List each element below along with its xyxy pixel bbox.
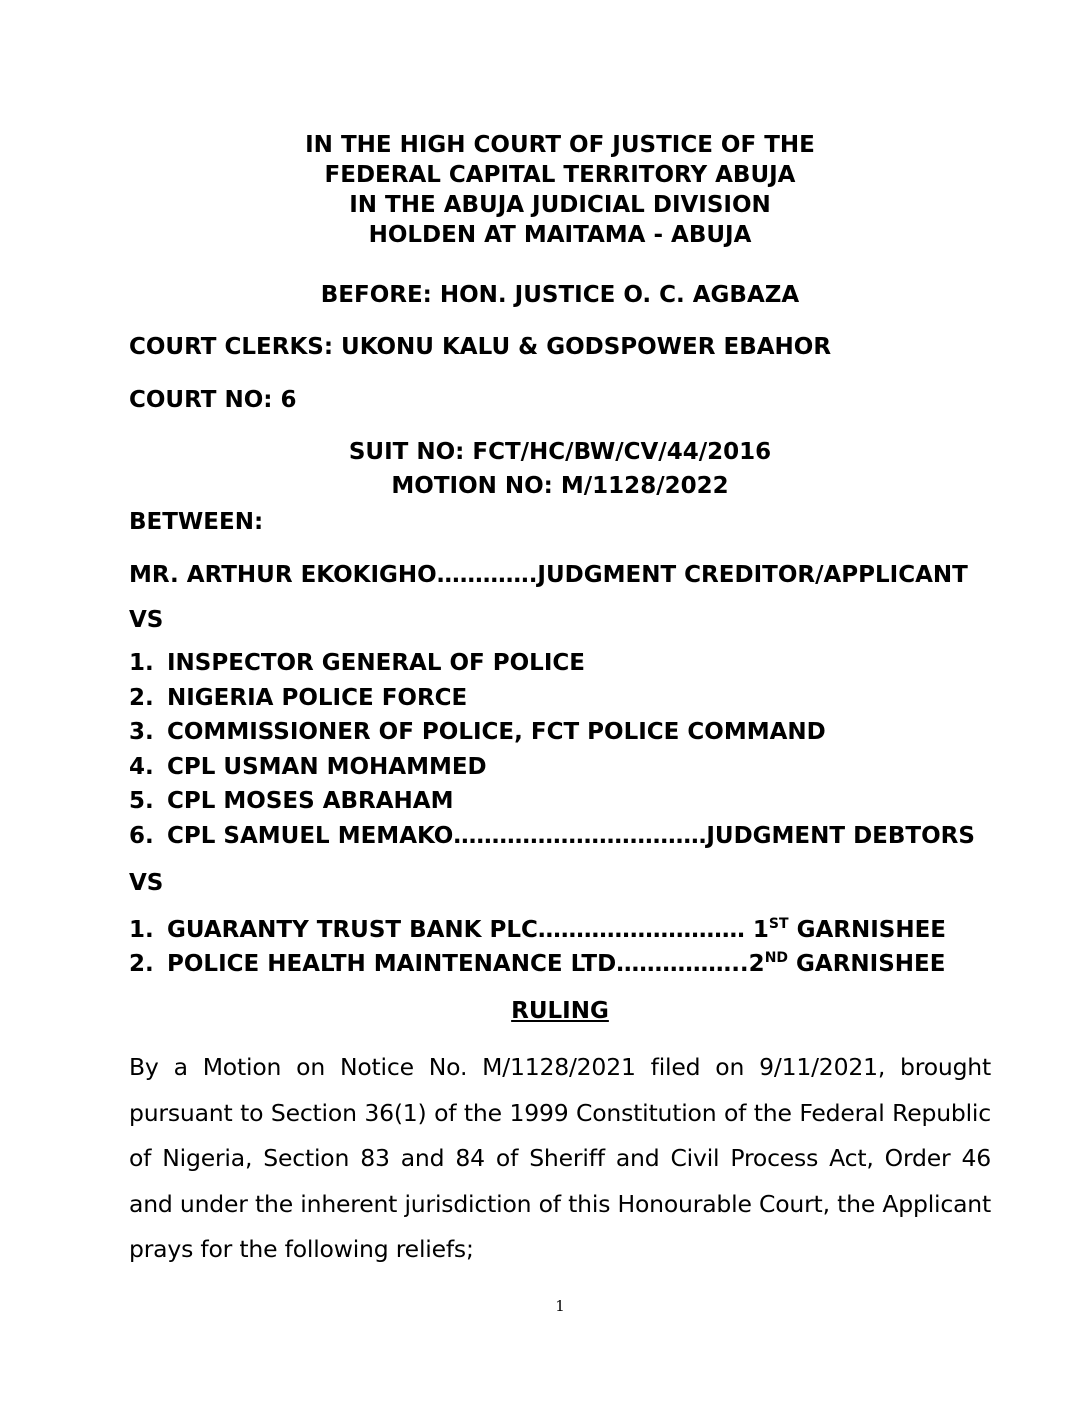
debtor-name: CPL MOSES ABRAHAM xyxy=(167,788,454,814)
list-number: 2. xyxy=(129,685,154,711)
garnishee-item xyxy=(129,915,946,945)
applicant-line: MR. ARTHUR EKOKIGHO………….JUDGMENT CREDITOR/APPLICANT xyxy=(129,562,968,588)
debtor-name: COMMISSIONER OF POLICE, FCT POLICE COMMAND xyxy=(167,719,826,745)
suit-number: SUIT NO: FCT/HC/BW/CV/44/2016 xyxy=(348,439,772,465)
list-number: 5. xyxy=(129,788,154,814)
debtor-item xyxy=(129,821,975,851)
garnishee-name: POLICE HEALTH MAINTENANCE LTD……………..2 xyxy=(167,951,765,977)
motion-number: MOTION NO: M/1128/2022 xyxy=(391,473,729,499)
garnishee-role: GARNISHEE xyxy=(788,917,947,943)
debtor-item xyxy=(129,648,585,678)
list-number: 1. xyxy=(129,650,154,676)
debtor-name: CPL USMAN MOHAMMED xyxy=(167,754,487,780)
list-number: 4. xyxy=(129,754,154,780)
vs-label-2: VS xyxy=(129,870,164,896)
ordinal-suffix: ST xyxy=(768,916,789,932)
ruling-paragraph: By a Motion on Notice No. M/1128/2021 filed on 9/11/2021, brought pursuant to Section 36(1) of the 1999 Constitution of the Federal Republic of Nigeria, Section 83 and 84 of Sheriff and Civil Process Act, Order 46 and under the inherent jurisdiction of this Honourable Court, the Applicant prays for the following reliefs; xyxy=(129,1053,991,1263)
between-label: BETWEEN: xyxy=(129,509,264,535)
court-header-line-3: IN THE ABUJA JUDICIAL DIVISION xyxy=(349,192,771,218)
list-number: 2. xyxy=(129,951,154,977)
debtor-name: INSPECTOR GENERAL OF POLICE xyxy=(167,650,585,676)
debtor-item xyxy=(129,717,826,747)
court-clerks: COURT CLERKS: UKONU KALU & GODSPOWER EBAHOR xyxy=(129,334,832,360)
court-header-line-1: IN THE HIGH COURT OF JUSTICE OF THE xyxy=(305,132,815,158)
debtor-name: CPL SAMUEL MEMAKO……………………………JUDGMENT DEBTORS xyxy=(167,823,975,849)
debtor-item xyxy=(129,752,487,782)
page-number: 1 xyxy=(555,1297,565,1315)
ordinal-suffix: ND xyxy=(764,950,789,966)
list-number: 1. xyxy=(129,917,154,943)
before-judge: BEFORE: HON. JUSTICE O. C. AGBAZA xyxy=(320,282,800,308)
debtor-name: NIGERIA POLICE FORCE xyxy=(167,685,468,711)
vs-label-1: VS xyxy=(129,607,164,633)
ruling-heading: RULING xyxy=(511,998,609,1024)
debtor-item xyxy=(129,683,467,713)
garnishee-name: GUARANTY TRUST BANK PLC……………………… 1 xyxy=(167,917,769,943)
garnishee-item xyxy=(129,949,945,979)
court-number: COURT NO: 6 xyxy=(129,387,297,413)
court-header-line-2: FEDERAL CAPITAL TERRITORY ABUJA xyxy=(324,162,796,188)
list-number: 3. xyxy=(129,719,154,745)
debtor-item xyxy=(129,786,453,816)
list-number: 6. xyxy=(129,823,154,849)
court-header-line-4: HOLDEN AT MAITAMA - ABUJA xyxy=(368,222,752,248)
garnishee-role: GARNISHEE xyxy=(788,951,946,977)
